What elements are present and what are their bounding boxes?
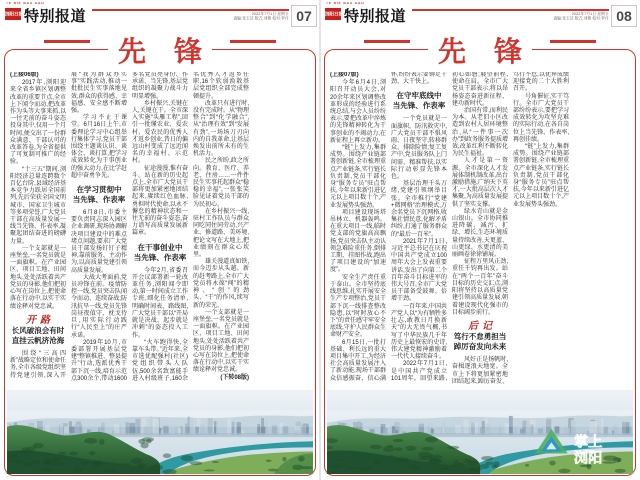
page-number: 08 — [611, 5, 637, 27]
body-paragraph: 6月8日,市委主要负责同志深入园区企业调研,现场协调解决项目建设中的难点堵点问题,要求广大党员干部发扬钉钉子精神,靠前服务、主动作为,以高质量党建引领高质量发展。 — [71, 210, 127, 274]
body-paragraph: 安全生产责任重于泰山。全市坚持底线思维,扎实开展安全生产专项整治,党员干部下沉一线排查整改隐患,以“时时放心不下”的责任感守牢安全底线,守护人民群众生命财产安全。 — [330, 274, 386, 339]
title-dash-left — [44, 40, 90, 43]
main-title-text: 先 锋 — [428, 36, 532, 68]
section-title: 特别报道 — [24, 8, 87, 25]
title-dash-right — [230, 40, 276, 43]
masthead — [320, 0, 640, 32]
section-subhead: 在干事创业中 当先锋、作表率 — [133, 242, 187, 262]
city-aerial-photo — [327, 390, 633, 474]
body-paragraph: 风好正是扬帆时,奋楫逐浪天地宽。全市上下将更加紧密地团结起来,踔厉奋发、笃行不怠,以优异成绩迎接党的二十大胜利召开。 — [452, 72, 569, 385]
poem-heading: 笃行不怠勇担当 踔厉奋发向未来 — [453, 332, 507, 352]
page-fold-divider — [319, 0, 321, 480]
body-paragraph: 基层治理千头万绪,党建引领纲举目张。全市推行“党建+微网格”治理模式,万余名党员下沉网格,收集社情民意,化解矛盾纠纷,打通了服务群众的“最后一百米”。 — [391, 181, 447, 238]
continuation-note: (上接07版) — [330, 72, 359, 78]
date-block — [234, 12, 289, 21]
body-paragraph: 在乡村振兴一线,驻村工作队员与群众同吃同住同劳动,兴产业、修道路、美环境,把论文写在大地上,把业绩刻在群众心坎里。 — [193, 208, 249, 259]
page-number: 07 — [291, 5, 317, 27]
body-paragraph: “链”上发力,集群成势。围绕产业链部署创新链,全市梳理重点产业链条,实行链长负责制,党员干部化身“服务专员”驻点帮扶,今年以来新引进亿元以上项目数十个,产业发展势头强劲。 — [513, 144, 569, 208]
body-paragraph: 民之所盼,政之所向。教育、医疗、养老、住房……一件件民生实事托起群众“稳稳的幸福”,一张张笑脸见证着党员干部的为民初心。 — [193, 158, 249, 208]
masthead-pinyin: TE BIE BAO DAO — [6, 2, 45, 6]
masthead-rule — [92, 9, 289, 11]
ornament-heading: 开路 — [26, 314, 54, 326]
body-paragraph: 治国有常,而利民为本。从老旧小区改造到农村人居环境整治,从“一件事一次办”到政务服务提质增效,改革红利不断转化为民生福祉。 — [452, 108, 508, 158]
article-body — [330, 72, 630, 386]
main-title — [0, 32, 320, 69]
ornament-heading: 后记 — [468, 320, 496, 332]
watermark-text-line2: 浏阳 — [573, 450, 603, 467]
continuation-note: (下转08版) — [220, 374, 249, 381]
body-paragraph: 一个党员就是一面旗帜。防汛救灾中,广大党员干部不惧风雨、日夜坚守,转移群众、排除险情;复工复产中,党员服务队上门问需、精准帮扶,以实际行动彰显先锋本色。 — [391, 116, 447, 181]
body-paragraph: 今年2月,省委召开会议部署新一轮改革任务,浏阳闻令即动,第一时间成立工作专班,细化任务清单,明确时间表、路线图,广大党员干部以“开局就是决战、起步就是冲刺”的姿态投入工作。 — [132, 267, 188, 339]
body-paragraph: 今年6月4日,浏阳召开动员大会,对20余年来区划调整改革形成的经验进行系统总结,与会人员纷纷表示,要把改革中淬炼的先锋精神转化为干事创业的不竭动力,在新征程上再立新功。 — [330, 80, 386, 144]
date-block — [554, 12, 609, 21]
credit-line: 责编:张玉洁 版式:刘雅 校对:李丹 — [553, 16, 609, 21]
body-paragraph: 号角催征,实干笃行。全市广大党员干部纷纷表示,要把学习成效转化为攻坚克难的实际行动,在各自岗位上当先锋、作表率,再创佳绩。 — [513, 93, 569, 143]
body-paragraph: 大战大考面前,党员冲锋在前。疫情防控一线,党员突击队闻令而动、连续奋战;防汛抗旱一线,党员先锋岗昼夜值守、枕戈待旦,用实际行动践行“人民至上”的庄严承诺。 — [71, 274, 127, 339]
body-paragraph: 改革只有进行时,没有完成时。从“物理整合”到“化学融合”,从“治理有效”到“发展有劲”,一场场刀刃向内的自我革命,让基层焕发出前所未有的生机活力。 — [193, 100, 249, 158]
body-paragraph: 围绕“三高四新”战略定位和使命任务,全市各级党组织坚持党建引领,深入开展“我为群众办实事”实践活动,推动一批批民生实事落地见效,群众的获得感、幸福感、安全感不断增强。 — [10, 72, 127, 379]
aerial-photo-art — [7, 390, 313, 474]
body-paragraph: 人才是第一资源。全市深化人才发展体制机制改革,出台激励措施,广纳天下英才,一大批高层次人才集聚,为高质量发展提供了坚实支撑。 — [452, 158, 508, 208]
aerial-photo-art — [327, 390, 633, 474]
newspaper-logo: 浏阳日报 — [5, 8, 21, 20]
body-paragraph: 学习不止于课堂。6月16日上午,市委理论学习中心组举行集体学习,党员干部围绕主题谈认识、谈体会、谈打算,把学习成效转化为干事创业的强大动力,在比学赶超中奋勇争先。 — [71, 115, 127, 179]
body-paragraph: “链”上发力,集群成势。围绕产业链部署创新链,全市梳理重点产业链条,实行链长负责制,党员干部化身“服务专员”驻点帮扶,今年以来新引进亿元以上项目数十个,产业发展势头强劲。 — [330, 145, 386, 209]
main-title — [320, 32, 640, 69]
date-line: 2022年7月1日 星期五 — [251, 12, 289, 16]
body-paragraph: 2021年7月1日,习近平总书记在庆祝中国共产党成立100周年大会上发表重要讲话,发出了向第二个百年奋斗目标进军的伟大号召,全市广大党员干部备受鼓舞、倍增干劲。 — [391, 238, 447, 303]
masthead-rule — [412, 9, 609, 11]
section-title: 特别报道 — [344, 8, 407, 25]
city-aerial-photo — [7, 390, 313, 474]
main-title-text: 先 锋 — [108, 36, 212, 68]
masthead-pinyin: TE BIE BAO DAO — [326, 2, 365, 6]
body-paragraph: 雄关漫道真如铁,而今迈步从头越。新的赶考路上,全市广大党员将永葆“闯”的精神、“创”的劲头、“干”的作风,续写新的荣光。 — [193, 259, 249, 309]
credit-line: 责编:张玉洁 版式:刘雅 校对:李丹 — [233, 16, 289, 21]
body-paragraph: 乡村振兴,关键在人,关键在干。全市深入实施“头雁工程”,回引一批懂农业、爱农村、爱农民的优秀人才返乡创业,昔日的偏远山村变成了远近闻名的幸福村、示范村。 — [132, 100, 188, 165]
continuation-note: (上接06版) — [10, 72, 39, 78]
page-08 — [320, 0, 640, 480]
body-paragraph: “火车跑得快,全靠车头带。”近年来,全市选优配强村(社区)党组织带头人队伍,500余名致富能手进入村级班子,160余名优秀人才返乡任职,16个软弱涣散基层党组织全部完成整顿提升。 — [132, 72, 249, 382]
body-paragraph: 2017年,浏阳迎来全省乡镇区划调整改革的重要节点,全市上下闻令而动,把改革作为头等大事来抓,以一往无前的奋斗姿态投身其中,仅用一个月时间,便交出了一份群众满意、干部认可的改革答卷,为全省提供了可复制可推广的经验。 — [10, 80, 66, 166]
body-paragraph: 征途漫漫,惟有奋斗。站在新的历史起点上,全市广大党员干部将更加紧密地团结起来,赓续红色血脉,勇担时代使命,以永不懈怠的精神状态和一往无前的奋斗姿态,奋力谱写高质量发展新篇章。 — [132, 165, 188, 237]
body-paragraph: 6月15日,一批打基础、利长远的重大项目集中开工,为经济社会高质量发展注入了新动能,现场干部群众倍感振奋、信心满怀,纷纷表示要铆足干劲、大干快上。 — [330, 72, 447, 382]
body-paragraph: 一个支部就是一座堡垒,一名党员就是一面旗帜。在产业园区、项目工地、田间地头,处处活跃着共产党员的身影,他们把初心写在岗位上,把使命落在行动中,以实干实绩诠释对党忠诚。 — [10, 245, 66, 310]
date-line: 2022年7月1日 星期五 — [571, 12, 609, 16]
body-paragraph: 征程万里风正劲,重任千钧再出发。站在“两个一百年”奋斗目标的历史交汇点,浏阳将坚持以高质量党建引领高质量发展,朝着建设现代化强市的目标阔步前行。 — [452, 259, 508, 316]
body-paragraph: 绿水青山就是金山银山。全市协同推进降碳、减污、扩绿、增长,生态环境质量持续改善,天更蓝、山更绿、水更清的美丽画卷徐徐铺展。 — [452, 208, 508, 259]
section-subhead: 在学习贯彻中 当先锋、作表率 — [72, 185, 126, 205]
body-paragraph: 一个支部就是一座堡垒,一名党员就是一面旗帜。在产业园区、项目工地、田间地头,处处活跃着共产党员的身影,他们把初心写在岗位上,把使命落在行动中,以实干实绩诠释对党忠诚。 — [193, 309, 249, 374]
article-body — [10, 72, 310, 386]
title-dash-left — [364, 40, 410, 43]
body-paragraph: 项目建设现场塔吊林立、机器轰鸣。在重大项目一线,临时党支部的党旗高高飘扬,党员突击队主动认领急难险重任务,倒排工期、挂图作战,跑出了项目建设的“加速度”。 — [330, 209, 386, 274]
section-subhead: 在守牢底线中 当先锋、作表率 — [392, 91, 446, 111]
body-paragraph: 2019年10月,市委部署开展基层党建“整镇推进、整县提升”行动,选派优秀干部下沉一线,培育示范点300余个,带动1600多名党员亮身份、作承诺、当先锋,基层党组织的凝聚力战斗力明显增强。 — [71, 72, 188, 382]
body-paragraph: 一百年来,中国共产党人以“为有牺牲多壮志,敢教日月换新天”的大无畏气概,书写了中华民族几千年历史上最恢宏的史诗,伟大建党精神激励着一代代人接续奋斗。 — [391, 303, 447, 361]
body-paragraph: “十三五”期间,浏阳经济总量连跨数个百亿台阶,县域经济基本竞争力跃居全国前列,先后荣获全国文明城市、国家卫生城市等多项荣誉,广大党员干部在高质量发展一线当先锋、作表率,凝聚起团结奋进的磅礴力量。 — [10, 166, 66, 245]
watermark-text-line1: 掌上 — [573, 434, 603, 451]
masthead — [0, 0, 320, 32]
newspaper-logo: 浏阳日报 — [325, 8, 341, 20]
title-dash-right — [550, 40, 596, 43]
body-paragraph: 2022年7月1日,是中国共产党成立101周年。回望来路,初心如磐;展望前程,使命在肩。全市广大党员干部表示,将以昂扬姿态奋进新征程、建功新时代。 — [391, 72, 508, 382]
poem-heading: 长风破浪会有时 直挂云帆济沧海 — [11, 325, 65, 345]
